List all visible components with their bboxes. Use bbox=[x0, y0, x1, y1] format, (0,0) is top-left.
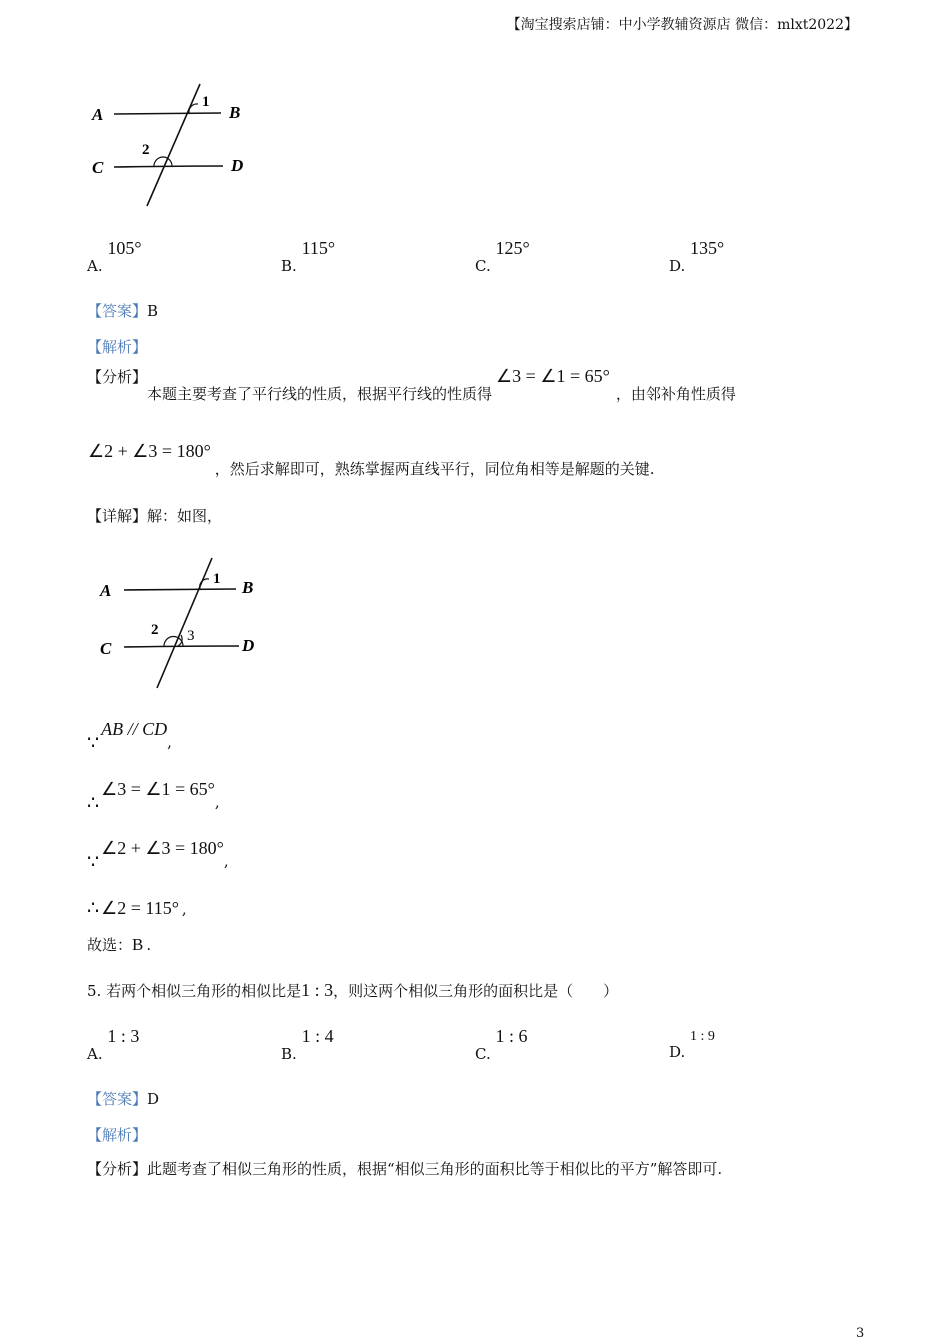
option-letter: D. bbox=[669, 1043, 686, 1061]
page-number: 3 bbox=[856, 1326, 865, 1341]
option-value: 1 : 9 bbox=[690, 1029, 715, 1044]
detail-text: 解：如图， bbox=[147, 507, 223, 525]
q5-option-b[interactable] bbox=[281, 1026, 334, 1063]
option-letter: A. bbox=[87, 1045, 103, 1063]
q5-answer bbox=[87, 1088, 159, 1109]
option-letter: C. bbox=[475, 1045, 491, 1063]
answer-value: B bbox=[147, 302, 159, 320]
q4-option-a[interactable] bbox=[87, 238, 142, 275]
answer-value: D bbox=[147, 1090, 160, 1108]
fenxi-tag: 【分析】 bbox=[87, 1160, 148, 1178]
option-value: 1 : 3 bbox=[107, 1026, 140, 1046]
fenxi-math1: ∠3 = ∠1 = 65° bbox=[496, 366, 610, 386]
q4-option-c[interactable] bbox=[475, 238, 530, 275]
q4-fenxi-line1 bbox=[87, 366, 736, 403]
q5-option-a[interactable] bbox=[87, 1026, 140, 1063]
label-d: D bbox=[231, 156, 244, 175]
q4-choose bbox=[87, 934, 151, 955]
option-letter: B. bbox=[281, 1045, 297, 1063]
label-c: C bbox=[92, 158, 104, 177]
label-b: B bbox=[242, 578, 254, 597]
label-d: D bbox=[242, 636, 255, 655]
option-value: 115° bbox=[301, 238, 336, 258]
q4-analysis-tag: 【解析】 bbox=[87, 338, 148, 356]
angle-2-label: 2 bbox=[151, 622, 159, 638]
because-symbol: ∵ bbox=[87, 732, 100, 754]
fenxi-text1: 本题主要考查了平行线的性质，根据平行线的性质得 bbox=[147, 385, 493, 403]
step-math: AB // CD bbox=[101, 719, 168, 739]
angle-1-label: 1 bbox=[202, 94, 210, 110]
step-math: ∠2 + ∠3 = 180° bbox=[101, 838, 224, 858]
step-math: ∠2 = 115° bbox=[101, 898, 179, 918]
step-tail: , bbox=[223, 852, 229, 870]
option-letter: A. bbox=[87, 257, 103, 275]
fenxi-text3: ，然后求解即可，熟练掌握两直线平行，同位角相等是解题的关键. bbox=[214, 460, 655, 478]
option-value: 1 : 4 bbox=[301, 1026, 334, 1046]
q5-stem-suffix: ，则这两个相似三角形的面积比是（ ） bbox=[333, 982, 619, 1000]
q4-step-1 bbox=[87, 718, 172, 754]
q5-stem-ratio: 1 : 3 bbox=[301, 980, 334, 1000]
step-tail: , bbox=[181, 900, 187, 918]
q5-fenxi bbox=[87, 1158, 722, 1179]
because-symbol: ∵ bbox=[87, 851, 100, 873]
choose-tail: . bbox=[146, 936, 152, 954]
label-a: A bbox=[92, 105, 104, 124]
parallel-lines-figure-2 bbox=[96, 550, 276, 695]
q5-stem bbox=[87, 980, 618, 1001]
fenxi-math2: ∠2 + ∠3 = 180° bbox=[88, 441, 211, 461]
answer-tag: 【答案】 bbox=[87, 1090, 148, 1108]
therefore-symbol: ∴ bbox=[87, 897, 100, 919]
choose-label: 故选： bbox=[87, 936, 133, 954]
option-value: 125° bbox=[495, 238, 530, 258]
q4-detail bbox=[87, 505, 222, 526]
page-header: 【淘宝搜索店铺：中小学教辅资源店 微信：mlxt2022】 bbox=[506, 17, 858, 33]
q4-step-2 bbox=[87, 778, 220, 814]
fenxi-text: 此题考查了相似三角形的性质，根据“相似三角形的面积比等于相似比的平方”解答即可. bbox=[147, 1160, 723, 1178]
q4-fenxi-line2 bbox=[88, 441, 655, 478]
detail-tag: 【详解】 bbox=[87, 507, 148, 525]
parallel-lines-figure-1 bbox=[86, 78, 261, 210]
option-letter: C. bbox=[475, 257, 491, 275]
angle-2-label: 2 bbox=[142, 142, 150, 158]
option-value: 135° bbox=[690, 238, 725, 258]
q4-step-3 bbox=[87, 837, 229, 873]
fenxi-tag: 【分析】 bbox=[87, 368, 148, 386]
label-c: C bbox=[100, 639, 112, 658]
option-letter: B. bbox=[281, 257, 297, 275]
q5-option-c[interactable] bbox=[475, 1026, 528, 1063]
option-value: 1 : 6 bbox=[495, 1026, 528, 1046]
answer-tag: 【答案】 bbox=[87, 302, 148, 320]
option-letter: D. bbox=[669, 257, 686, 275]
q4-step-4 bbox=[87, 897, 187, 919]
label-b: B bbox=[229, 103, 241, 122]
fenxi-text2: ，由邻补角性质得 bbox=[615, 385, 736, 403]
q5-analysis-tag: 【解析】 bbox=[87, 1126, 148, 1144]
step-math: ∠3 = ∠1 = 65° bbox=[101, 779, 215, 799]
choose-value: B bbox=[132, 935, 144, 954]
step-tail: , bbox=[167, 733, 172, 751]
q4-answer bbox=[87, 300, 158, 321]
q4-option-b[interactable] bbox=[281, 238, 336, 275]
label-a: A bbox=[100, 581, 112, 600]
step-tail: , bbox=[214, 793, 220, 811]
angle-1-label: 1 bbox=[213, 571, 221, 587]
q5-option-d[interactable] bbox=[669, 1026, 715, 1061]
option-value: 105° bbox=[107, 238, 142, 258]
angle-3-label: 3 bbox=[187, 628, 195, 644]
therefore-symbol: ∴ bbox=[87, 792, 100, 814]
q5-stem-prefix: 5. 若两个相似三角形的相似比是 bbox=[87, 982, 302, 1000]
q4-option-d[interactable] bbox=[669, 238, 725, 275]
